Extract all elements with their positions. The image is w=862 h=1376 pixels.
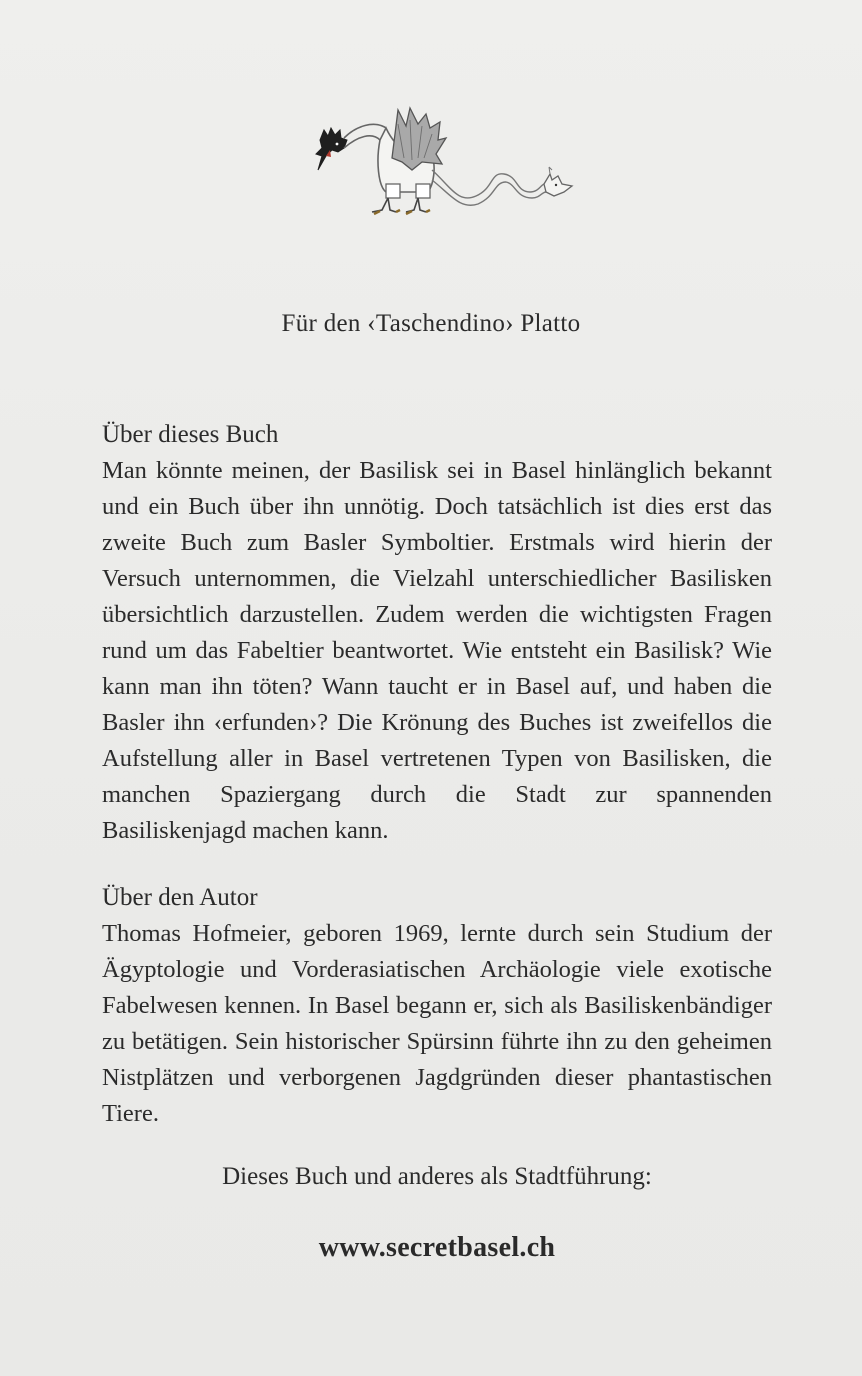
website-url: www.secretbasel.ch	[318, 1232, 556, 1263]
about-author-section	[102, 880, 772, 1132]
about-book-title: Über dieses Buch	[102, 421, 279, 448]
about-book-section	[102, 417, 772, 849]
about-author-text: Thomas Hofmeier, geboren 1969, lernte durch sein Studium der Ägyptologie und Vorderasiatischen Archäologie viele exotische Fabelwesen kennen. In Basel begann er, sich als Basiliskenbändiger zu betätigen. Sein historischer Spürsinn führte ihn zu den geheimen Nistplätzen und verborgenen Jagdgründen dieser phantastischen Tiere.	[102, 920, 772, 1127]
about-author-title: Über den Autor	[102, 884, 258, 911]
city-tour-note: Dieses Buch und anderes als Stadtführung:	[222, 1163, 652, 1190]
basilisk-illustration	[300, 100, 575, 225]
about-book-text: Man könnte meinen, der Basilisk sei in Basel hinlänglich bekannt und ein Buch über ihn unnötig. Doch tatsächlich ist dies erst das zweite Buch zum Basler Symboltier. Erstmals wird hierin der Versuch unternommen, die Vielzahl unterschiedlicher Basilisken übersichtlich darzustellen. Zudem werden die wichtigsten Fragen rund um das Fabeltier beantwortet. Wie entsteht ein Basilisk? Wie kann man ihn töten? Wann taucht er in Basel auf, und haben die Basler ihn ‹erfunden›? Die Krönung des Buches ist zweifellos die Aufstellung aller in Basel vertretenen Typen von Basilisken, die manchen Spaziergang durch die Stadt zur spannenden Basiliskenjagd machen kann.	[102, 457, 772, 844]
dedication: Für den ‹Taschendino› Platto	[281, 310, 581, 337]
